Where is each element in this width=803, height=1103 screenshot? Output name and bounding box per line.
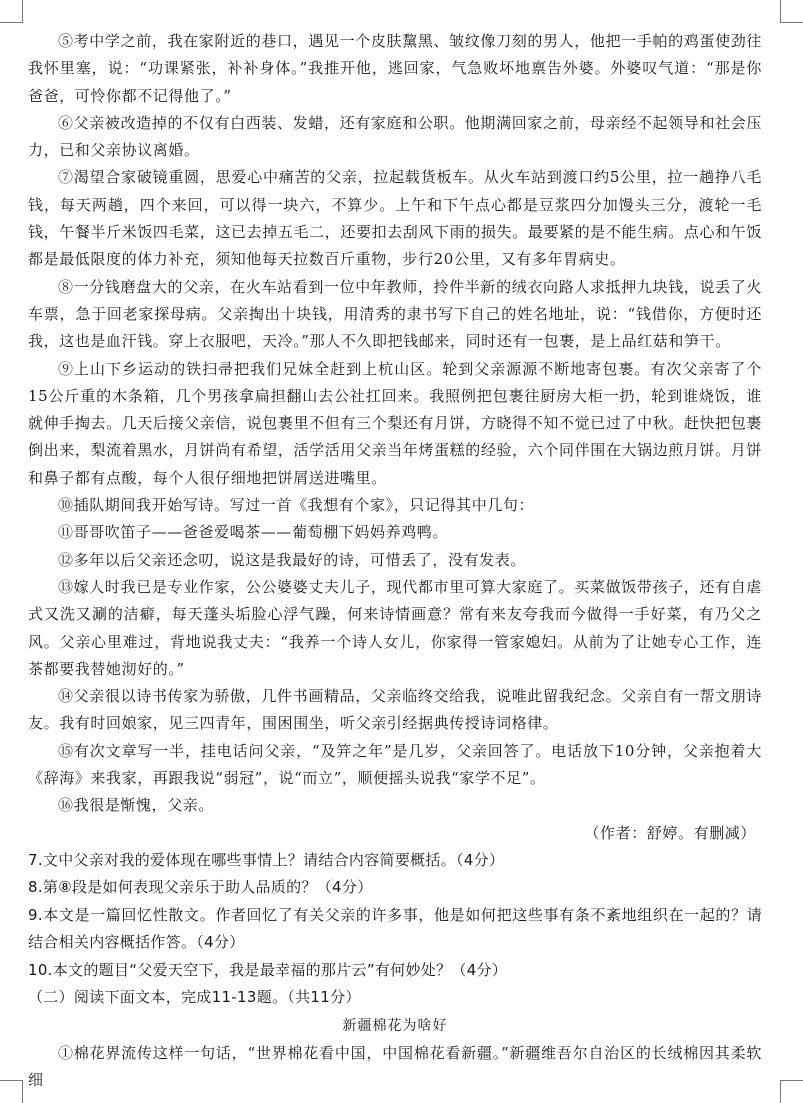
article-paragraph-16: ⑯我很是惭愧，父亲。 bbox=[58, 796, 215, 815]
author-note: （作者：舒婷。有删减） bbox=[584, 823, 756, 842]
crop-mark-top-left bbox=[0, 0, 23, 23]
article-paragraph-15: ⑮有次文章写一半，挂电话问父亲，“及笄之年”是几岁，父亲回答了。电话放下10分钟，父亲抱着大《辞海》来我家，再跟我说“弱冠”，说“而立”，顺便摇头说我“家学不足”。 bbox=[28, 741, 762, 788]
question-10: 10.本文的题目“父爱天空下，我是最幸福的那片云”有何妙处？（4分） bbox=[28, 960, 508, 979]
article-paragraph-6: ⑥父亲被改造掉的不仅有白西装、发蜡，还有家庭和公职。他期满回家之前，母亲经不起领导和社会压力，已和父亲协议离婚。 bbox=[28, 113, 762, 160]
page-content bbox=[28, 28, 762, 1094]
article-paragraph-5: ⑤考中学之前，我在家附近的巷口，遇见一个皮肤黧黑、皱纹像刀刻的男人，他把一手帕的鸡蛋使劲往我怀里塞，说：“功课紧张，补补身体。”我推开他，逃回家，气急败坏地禀告外婆。外婆叹气道：“那是你爸爸，可怜你都不记得他了。” bbox=[28, 32, 762, 105]
section-2-paragraph-1: ①棉花界流传这样一句话，“世界棉花看中国，中国棉花看新疆。”新疆维吾尔自治区的长绒棉因其柔软细 bbox=[28, 1043, 762, 1089]
crop-mark-bottom-left bbox=[0, 1080, 23, 1103]
article-paragraph-8: ⑧一分钱磨盘大的父亲，在火车站看到一位中年教师，拎件半新的绒衣向路人求抵押九块钱，说丢了火车票，急于回老家探母病。父亲掏出十块钱，用清秀的隶书写下自己的姓名地址，说：“钱借你，方便时还我，这也是血汗钱。穿上衣服吧，天冷。”那人不久即把钱邮来，同时还有一包裹，是上品红菇和笋干。 bbox=[28, 277, 762, 351]
article-paragraph-11: ⑪哥哥吹笛子——爸爸爱喝茶——葡萄棚下妈妈养鸡鸭。 bbox=[58, 523, 449, 542]
article-paragraph-14: ⑭父亲很以诗书传家为骄傲，几件书画精品，父亲临终交给我，说唯此留我纪念。父亲自有一帮文朋诗友。我有时回娘家，见三四青年，围困围坐，听父亲引经据典传授诗词格律。 bbox=[28, 687, 762, 733]
article-paragraph-12: ⑫多年以后父亲还念叨，说这是我最好的诗，可惜丢了，没有发表。 bbox=[58, 550, 527, 569]
section-2-title: 新疆棉花为啥好 bbox=[342, 1017, 448, 1034]
section-2-heading: （二）阅读下面文本，完成11-13题。（共11分） bbox=[28, 988, 361, 1007]
crop-mark-bottom-right bbox=[780, 1080, 803, 1103]
question-9: 9.本文是一篇回忆性散文。作者回忆了有关父亲的许多事，他是如何把这些事有条不紊地组织在一起的？请结合相关内容概括作答。（4分） bbox=[28, 905, 762, 952]
article-paragraph-9: ⑨上山下乡运动的铁扫帚把我们兄妹全赶到上杭山区。轮到父亲源源不断地寄包裹。有次父亲寄了个15公斤重的木条箱，几个男孩拿扁担翻山去公社扛回来。我照例把包裹往厨房大柜一扔，轮到谁烧饭，谁就伸手掏去。几天后接父亲信，说包裹里不但有三个梨还有月饼，方晓得不知不觉已过了中秋。赶快把包裹倒出来，梨流着黑水，月饼尚有希望，活学活用父亲当年烤蛋糕的经验，六个同伴围在大锅边煎月饼。月饼和鼻子都有点酸，每个人很仔细地把饼屑送进嘴里。 bbox=[28, 359, 762, 487]
article-paragraph-10: ⑩插队期间我开始写诗。写过一首《我想有个家》，只记得其中几句： bbox=[58, 496, 535, 515]
crop-mark-top-right bbox=[780, 0, 803, 23]
article-paragraph-7: ⑦渴望合家破镜重圆，思爱心中痛苦的父亲，拉起载货板车。从火车站到渡口约5公里，拉一趟挣八毛钱，每天两趟，四个来回，可以得一块六，不算少。上午和下午点心都是豆浆四分加馒头三分，渡轮一毛钱，午餐半斤米饭四毛菜，这已去掉五毛二，还要扣去刮风下雨的损失。最要紧的是不能生病。点心和午饭都是最低限度的体力补充，须知他每天拉数百斤重物，步行20公里，又有多年胃病史。 bbox=[28, 168, 762, 269]
article-paragraph-13: ⑬嫁人时我已是专业作家，公公婆婆丈夫儿子，现代都市里可算大家庭了。买菜做饭带孩子，还有自虐式又洗又涮的洁癖，每天蓬头垢脸心浮气躁，何来诗情画意？常有来友夸我而今做得一手好菜，有乃父之风。父亲心里难过，背地说我丈夫：“我养一个诗人女儿，你家得一管家媳妇。从前为了让她专心工作，连茶都要我替她沏好的。” bbox=[28, 577, 762, 678]
question-7: 7.文中父亲对我的爱体现在哪些事情上？请结合内容简要概括。（4分） bbox=[28, 850, 505, 869]
question-8: 8.第⑧段是如何表现父亲乐于助人品质的？（4分） bbox=[28, 878, 373, 897]
